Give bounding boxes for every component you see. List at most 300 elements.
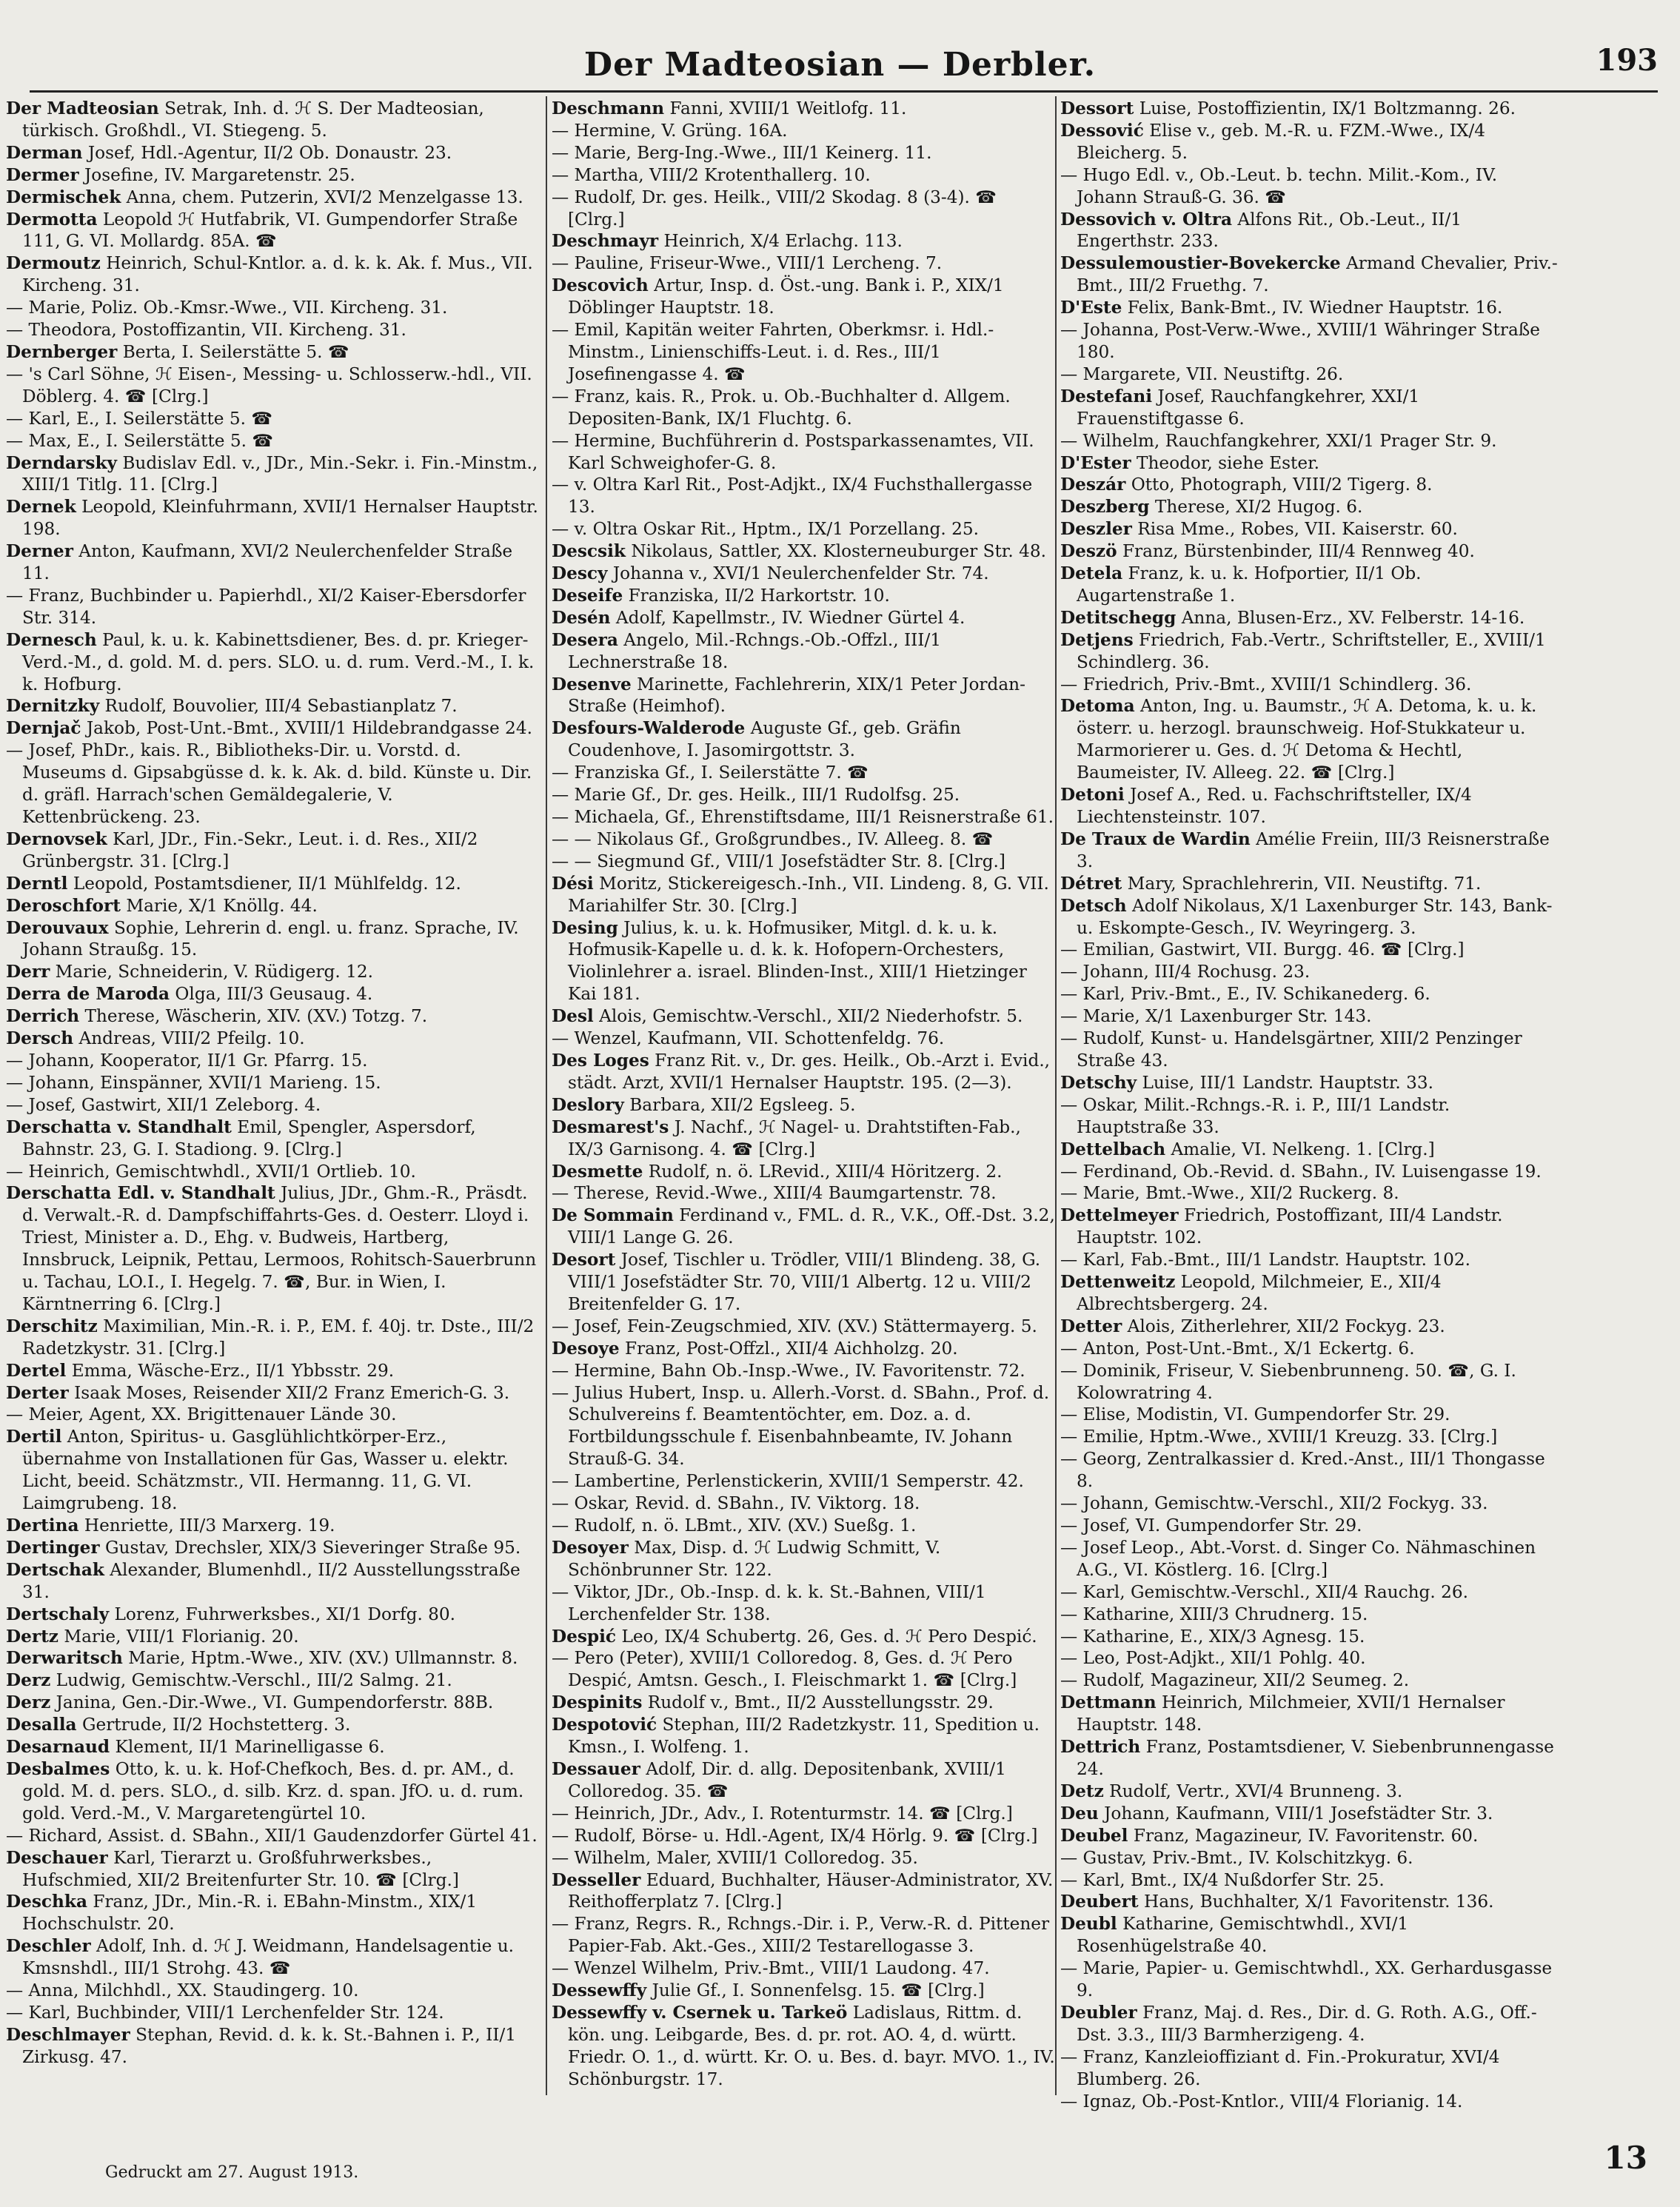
directory-entry <box>6 917 539 962</box>
entry-surname: Derschatta v. Standhalt <box>6 1116 232 1137</box>
entry-surname: Dermischek <box>6 187 121 207</box>
entry-details: Katharine, Gemischtwhdl., XVI/1 Rosenhügelstraße 40. <box>1077 1914 1409 1957</box>
entry-details: — Heinrich, JDr., Adv., I. Rotenturmstr. 14. ☎ [Clrg.] <box>552 1803 1013 1823</box>
directory-entry <box>552 1182 1057 1205</box>
directory-entry <box>552 806 1057 828</box>
entry-details: Josef, Tischler u. Trödler, VIII/1 Blindeng. 38, G. VIII/1 Josefstädter Str. 70, VIII/1 Albertg. 12 u. VIII/2 Breitenfelder G. 17. <box>568 1250 1041 1314</box>
entry-details: Adolf, Inh. d. ℋ J. Weidmann, Handelsagentie u. Kmsnshdl., III/1 Strohg. 43. ☎ <box>22 1936 515 1979</box>
entry-surname: Derwaritsch <box>6 1648 123 1669</box>
entry-details: Therese, Wäscherin, XIV. (XV.) Totzg. 7. <box>84 1006 428 1027</box>
entry-details: Isaak Moses, Reisender XII/2 Franz Emerich-G. 3. <box>74 1382 510 1403</box>
entry-surname: Desmarest's <box>552 1116 669 1137</box>
directory-entry <box>1060 1515 1562 1537</box>
entry-surname: Deubert <box>1060 1892 1139 1912</box>
directory-entry <box>1060 386 1562 430</box>
entry-surname: Dernek <box>6 497 76 518</box>
directory-entry <box>1060 120 1562 164</box>
entry-details: Budislav Edl. v., JDr., Min.-Sekr. i. Fin.-Minstm., XIII/1 Titlg. 11. [Clrg.] <box>22 452 538 495</box>
directory-entry <box>552 1249 1057 1316</box>
entry-surname: Dettenweitz <box>1060 1272 1176 1293</box>
directory-entry <box>1060 1781 1562 1803</box>
entry-surname: Deszler <box>1060 519 1132 540</box>
directory-entry <box>6 629 539 696</box>
entry-details: — Johanna, Post-Verw.-Wwe., XVIII/1 Währinger Straße 180. <box>1060 320 1540 362</box>
entry-details: Julie Gf., I. Sonnenfelsg. 15. ☎ [Clrg.] <box>652 1980 985 2001</box>
entry-details: Jakob, Post-Unt.-Bmt., XVIII/1 Hildebrandgasse 24. <box>86 718 532 739</box>
directory-entry <box>552 1205 1057 1249</box>
entry-details: Risa Mme., Robes, VII. Kaiserstr. 60. <box>1137 519 1458 540</box>
directory-entry <box>6 452 539 497</box>
directory-entry <box>552 1050 1057 1094</box>
directory-entry <box>6 1825 539 1847</box>
entry-surname: Deschmayr <box>552 231 659 252</box>
entry-surname: Dernitzky <box>6 696 100 717</box>
entry-details: — Franziska Gf., I. Seilerstätte 7. ☎ <box>552 763 869 783</box>
entry-details: Leo, IX/4 Schubertg. 26, Ges. d. ℋ Pero Despić. <box>621 1626 1037 1647</box>
entry-details: — Marie, Berg-Ing.-Wwe., III/1 Keinerg. 11. <box>552 142 932 163</box>
entry-surname: Detsch <box>1060 895 1127 916</box>
directory-entry <box>6 1005 539 1028</box>
directory-entry <box>6 540 539 585</box>
entry-surname: Derntl <box>6 873 68 894</box>
entry-details: Friedrich, Fab.-Vertr., Schriftsteller, E., XVIII/1 Schindlerg. 36. <box>1077 629 1546 672</box>
entry-surname: Desing <box>552 917 618 938</box>
directory-entry <box>6 1559 539 1604</box>
directory-entry <box>6 1736 539 1758</box>
directory-entry <box>552 164 1057 187</box>
directory-entry <box>552 1094 1057 1116</box>
directory-entry <box>1060 1182 1562 1205</box>
entry-surname: Dettmann <box>1060 1692 1157 1713</box>
entry-details: — Karl, Buchbinder, VIII/1 Lerchenfelder Str. 124. <box>6 2002 444 2023</box>
directory-entry <box>552 1116 1057 1161</box>
entry-details: — Oskar, Milit.-Rchngs.-R. i. P., III/1 Landstr. Hauptstraße 33. <box>1060 1094 1450 1137</box>
entry-details: Nikolaus, Sattler, XX. Klosterneuburger Str. 48. <box>631 541 1046 562</box>
entry-details: Franz, Post-Offzl., XII/4 Aichholzg. 20. <box>624 1338 958 1359</box>
entry-surname: Despić <box>552 1626 617 1647</box>
entry-surname: Derschatta Edl. v. Standhalt <box>6 1183 275 1204</box>
entry-surname: Derrich <box>6 1006 80 1027</box>
directory-entry <box>1060 1537 1562 1581</box>
directory-entry <box>1060 873 1562 895</box>
entry-surname: Desoyer <box>552 1537 629 1558</box>
entry-details: J. Nachf., ℋ Nagel- u. Drahtstiften-Fab., IX/3 Garnisong. 4. ☎ [Clrg.] <box>568 1116 1021 1159</box>
directory-entry <box>552 142 1057 164</box>
directory-entry <box>552 1493 1057 1515</box>
directory-entry <box>1060 563 1562 607</box>
directory-entry <box>1060 895 1562 940</box>
directory-entry <box>1060 452 1562 475</box>
directory-entry <box>1060 164 1562 209</box>
directory-entry <box>6 695 539 717</box>
directory-entry <box>552 784 1057 806</box>
directory-entry <box>1060 1736 1562 1781</box>
entry-details: — Wenzel Wilhelm, Priv.-Bmt., VIII/1 Laudong. 47. <box>552 1958 990 1979</box>
entry-surname: D'Ester <box>1060 452 1131 473</box>
directory-entry <box>1060 939 1562 961</box>
entry-details: Armand Chevalier, Priv.-Bmt., III/2 Fruethg. 7. <box>1077 253 1558 296</box>
entry-surname: Dernjač <box>6 718 81 739</box>
entry-details: Alexander, Blumenhdl., II/2 Ausstellungsstraße 31. <box>22 1559 521 1602</box>
directory-entry <box>6 2002 539 2024</box>
directory-entry <box>6 1604 539 1626</box>
directory-entry <box>1060 1360 1562 1404</box>
directory-entry <box>6 1935 539 1980</box>
directory-entry <box>1060 1448 1562 1493</box>
directory-entry <box>552 1161 1057 1183</box>
directory-entry <box>552 120 1057 142</box>
entry-details: — Marie, Papier- u. Gemischtwhdl., XX. Gerhardusgasse 9. <box>1060 1958 1553 2001</box>
directory-entry <box>552 2002 1057 2091</box>
directory-entry <box>1060 784 1562 828</box>
directory-entry <box>552 917 1057 1006</box>
entry-details: — Hermine, Bahn Ob.-Insp.-Wwe., IV. Favoritenstr. 72. <box>552 1360 1025 1381</box>
entry-surname: Desarnaud <box>6 1737 110 1758</box>
entry-surname: Detz <box>1060 1781 1104 1801</box>
entry-surname: Destefani <box>1060 386 1153 406</box>
entry-details: — Hermine, Buchführerin d. Postsparkassenamtes, VII. Karl Schweighofer-G. 8. <box>552 430 1034 473</box>
directory-entry <box>6 1050 539 1072</box>
entry-surname: Detschy <box>1060 1072 1137 1093</box>
sheet-number: 13 <box>1604 2140 1647 2176</box>
entry-details: Berta, I. Seilerstätte 5. ☎ <box>122 341 349 362</box>
directory-entry <box>1060 1692 1562 1736</box>
directory-entry <box>552 98 1057 120</box>
entry-details: — Oskar, Revid. d. SBahn., IV. Viktorg. 18. <box>552 1493 920 1514</box>
entry-details: Max, Disp. d. ℋ Ludwig Schmitt, V. Schönbrunner Str. 122. <box>568 1537 941 1580</box>
entry-details: — Emilian, Gastwirt, VII. Burgg. 46. ☎ [Clrg.] <box>1060 940 1465 960</box>
entry-details: Auguste Gf., geb. Gräfin Coudenhove, I. Jasomirgottstr. 3. <box>568 718 961 761</box>
directory-entry <box>552 717 1057 762</box>
entry-details: — Franz, Regrs. R., Rchngs.-Dir. i. P., Verw.-R. d. Pittener Papier-Fab. Akt.-Ges., XIII/2 Testarellogasse 3. <box>552 1914 1050 1957</box>
entry-details: — Gustav, Priv.-Bmt., IV. Kolschitzkyg. 6. <box>1060 1847 1413 1868</box>
entry-surname: Desén <box>552 607 611 628</box>
directory-entry <box>1060 297 1562 319</box>
entry-details: — Meier, Agent, XX. Brigittenauer Lände 30. <box>6 1404 397 1425</box>
directory-entry <box>1060 540 1562 563</box>
directory-entry <box>6 430 539 452</box>
directory-entry <box>552 187 1057 231</box>
entry-details: — Rudolf, Kunst- u. Handelsgärtner, XIII/2 Penzinger Straße 43. <box>1060 1028 1522 1071</box>
directory-entry <box>552 1537 1057 1581</box>
entry-details: — Johann, Kooperator, II/1 Gr. Pfarrg. 15. <box>6 1050 368 1071</box>
directory-entry <box>552 1005 1057 1028</box>
entry-surname: De Traux de Wardin <box>1060 828 1251 849</box>
directory-entry <box>6 164 539 187</box>
directory-entry <box>1060 983 1562 1005</box>
directory-entry <box>552 563 1057 585</box>
directory-entry <box>552 1692 1057 1714</box>
directory-entry <box>6 1161 539 1183</box>
entry-details: Emma, Wäsche-Erz., II/1 Ybbsstr. 29. <box>71 1360 395 1381</box>
entry-surname: Deubl <box>1060 1914 1117 1935</box>
directory-entry <box>6 1758 539 1825</box>
entry-surname: Des Loges <box>552 1050 649 1071</box>
entry-surname: Dessulemoustier-Bovekercke <box>1060 253 1341 274</box>
entry-surname: Dettrich <box>1060 1737 1141 1758</box>
entry-details: — Elise, Modistin, VI. Gumpendorfer Str. 29. <box>1060 1404 1450 1425</box>
directory-entry <box>1060 1803 1562 1825</box>
entry-details: — Franz, kais. R., Prok. u. Ob.-Buchhalter d. Allgem. Depositen-Bank, IX/1 Fluchtg. 6. <box>552 386 1011 429</box>
entry-surname: Derr <box>6 962 50 982</box>
entry-details: Heinrich, Milchmeier, XVII/1 Hernalser Hauptstr. 148. <box>1077 1692 1505 1735</box>
entry-details: — Johann, III/4 Rochusg. 23. <box>1060 962 1311 982</box>
entry-details: — Josef, Fein-Zeugschmied, XIV. (XV.) Stättermayerg. 5. <box>552 1316 1037 1336</box>
entry-surname: De Sommain <box>552 1205 674 1226</box>
entry-details: Alois, Zitherlehrer, XII/2 Fockyg. 23. <box>1127 1316 1445 1336</box>
entry-details: Franz, Bürstenbinder, III/4 Rennweg 40. <box>1122 541 1475 562</box>
entry-details: Rudolf, Bouvolier, III/4 Sebastianplatz 7. <box>104 696 458 717</box>
column-2 <box>552 98 1057 2097</box>
directory-entry <box>6 252 539 297</box>
entry-details: — Margarete, VII. Neustiftg. 26. <box>1060 364 1344 384</box>
entry-details: Lorenz, Fuhrwerksbes., XI/1 Dorfg. 80. <box>114 1604 456 1624</box>
entry-details: Leopold ℋ Hutfabrik, VI. Gumpendorfer Straße 111, G. VI. Mollardg. 85A. ☎ <box>22 209 518 252</box>
directory-entry <box>6 1891 539 1935</box>
entry-surname: Desoye <box>552 1338 620 1359</box>
directory-entry <box>1060 1891 1562 1913</box>
entry-details: Stephan, Revid. d. k. k. St.-Bahnen i. P., II/1 Zirkusg. 47. <box>22 2024 516 2067</box>
entry-surname: Derman <box>6 142 83 163</box>
directory-entry <box>1060 319 1562 364</box>
entry-surname: Derz <box>6 1670 51 1691</box>
column-1 <box>6 98 539 2097</box>
entry-surname: Dertz <box>6 1626 58 1647</box>
directory-entry <box>1060 1913 1562 1958</box>
directory-entry <box>6 1980 539 2002</box>
directory-entry <box>1060 1249 1562 1271</box>
entry-surname: Derndarsky <box>6 452 117 473</box>
entry-surname: Dertschaly <box>6 1604 110 1624</box>
directory-entry <box>552 1581 1057 1626</box>
entry-details: Josef, Rauchfangkehrer, XXI/1 Frauenstiftgasse 6. <box>1077 386 1420 429</box>
directory-entry <box>1060 1581 1562 1604</box>
directory-entry <box>6 983 539 1005</box>
directory-entry <box>6 828 539 873</box>
entry-details: — Marie, X/1 Laxenburger Str. 143. <box>1060 1006 1372 1027</box>
entry-details: — Max, E., I. Seilerstätte 5. ☎ <box>6 430 274 451</box>
entry-details: Stephan, III/2 Radetzkystr. 11, Spedition u. Kmsn., I. Wolfeng. 1. <box>568 1715 1040 1758</box>
entry-details: Josef A., Red. u. Fachschriftsteller, IX/4 Liechtensteinstr. 107. <box>1077 785 1472 827</box>
entry-details: — Karl, Fab.-Bmt., III/1 Landstr. Hauptstr. 102. <box>1060 1250 1470 1270</box>
directory-entry <box>552 1028 1057 1050</box>
directory-entry <box>1060 1958 1562 2002</box>
directory-entry <box>552 319 1057 386</box>
directory-entry <box>6 740 539 828</box>
directory-entry <box>552 1382 1057 1471</box>
directory-entry <box>1060 1647 1562 1670</box>
directory-entry <box>6 1714 539 1736</box>
entry-surname: Der Madteosian <box>6 98 159 118</box>
entry-surname: Despinits <box>552 1692 643 1713</box>
entry-details: — Karl, E., I. Seilerstätte 5. ☎ <box>6 408 273 429</box>
directory-entry <box>6 1515 539 1537</box>
entry-surname: Derz <box>6 1692 51 1713</box>
directory-entry <box>552 474 1057 518</box>
entry-details: Ladislaus, Rittm. d. kön. ung. Leibgarde, Bes. d. pr. rot. AO. 4, d. württ. Friedr. O. 1., d. württ. Kr. O. u. Bes. d. bayr. MVO. 1., IV. Schönburgstr. 17. <box>568 2002 1055 2089</box>
entry-surname: Dertina <box>6 1516 79 1535</box>
entry-details: Leopold, Milchmeier, E., XII/4 Albrechtsbergerg. 24. <box>1077 1272 1442 1314</box>
entry-details: — Wilhelm, Rauchfangkehrer, XXI/1 Prager Str. 9. <box>1060 430 1497 451</box>
entry-surname: Dessauer <box>552 1758 640 1779</box>
entry-details: Amélie Freiin, III/3 Reisnerstraße 3. <box>1077 828 1550 871</box>
entry-details: — Emilie, Hptm.-Wwe., XVIII/1 Kreuzg. 33. [Clrg.] <box>1060 1427 1498 1447</box>
directory-entry <box>1060 607 1562 629</box>
directory-entry <box>1060 98 1562 120</box>
directory-entry <box>6 1537 539 1559</box>
entry-details: — Theodora, Postoffizantin, VII. Kircheng. 31. <box>6 320 406 341</box>
entry-details: — Anna, Milchhdl., XX. Staudingerg. 10. <box>6 1980 359 2001</box>
directory-entry <box>1060 474 1562 496</box>
entry-surname: Dési <box>552 873 594 894</box>
entry-surname: Desort <box>552 1250 616 1270</box>
directory-entry <box>1060 209 1562 253</box>
entry-details: Adolf Nikolaus, X/1 Laxenburger Str. 143, Bank- u. Eskompte-Gesch., IV. Weyringerg. 3. <box>1077 895 1553 938</box>
entry-details: Therese, XI/2 Hugog. 6. <box>1154 497 1363 518</box>
entry-details: — Ferdinand, Ob.-Revid. d. SBahn., IV. Luisengasse 19. <box>1060 1161 1542 1182</box>
entry-details: — Michaela, Gf., Ehrenstiftsdame, III/1 Reisnerstraße 61. <box>552 807 1054 827</box>
page-number: 193 <box>1596 43 1658 78</box>
directory-entry <box>1060 1626 1562 1648</box>
entry-details: — Leo, Post-Adjkt., XII/1 Pohlg. 40. <box>1060 1648 1366 1669</box>
entry-details: Marie, Hptm.-Wwe., XIV. (XV.) Ullmannstr. 8. <box>128 1648 518 1669</box>
entry-details: Josefine, IV. Margaretenstr. 25. <box>84 164 355 185</box>
entry-details: Adolf, Kapellmstr., IV. Wiedner Gürtel 4. <box>615 607 966 628</box>
directory-entry <box>552 607 1057 629</box>
print-date: Gedruckt am 27. August 1913. <box>105 2163 359 2182</box>
entry-surname: Desalla <box>6 1715 77 1735</box>
directory-entry <box>552 1360 1057 1382</box>
directory-entry <box>552 1470 1057 1493</box>
entry-details: Theodor, siehe Ester. <box>1137 452 1319 473</box>
entry-surname: Desfours-Walderode <box>552 718 746 739</box>
entry-details: Felix, Bank-Bmt., IV. Wiedner Hauptstr. 16. <box>1127 298 1503 318</box>
entry-details: — Josef, PhDr., kais. R., Bibliotheks-Dir. u. Vorstd. d. Museums d. Gipsabgüsse d. k. k. Ak. d. bild. Künste u. Dir. d. gräfl. Harrach'schen Gemäldegalerie, V. Kettenbrückeng. 23. <box>6 740 532 827</box>
entry-details: Anton, Spiritus- u. Gasglühlichtkörper-Erz., übernahme von Installationen für Gas, Wasser u. elektr. Licht, beeid. Schätzmstr., VII. Hermanng. 11, G. VI. Laimgrubeng. 18. <box>22 1427 509 1514</box>
entry-details: Angelo, Mil.-Rchngs.-Ob.-Offzl., III/1 Lechnerstraße 18. <box>568 629 942 672</box>
entry-details: Leopold, Kleinfuhrmann, XVII/1 Hernalser Hauptstr. 198. <box>22 497 538 540</box>
entry-details: Franz, k. u. k. Hofportier, II/1 Ob. Augartenstraße 1. <box>1077 563 1422 606</box>
directory-entry <box>1060 252 1562 297</box>
entry-details: — Therese, Revid.-Wwe., XIII/4 Baumgartenstr. 78. <box>552 1183 997 1204</box>
directory-entry <box>1060 430 1562 452</box>
directory-entry <box>6 1692 539 1714</box>
directory-entry <box>552 230 1057 252</box>
entry-details: — Katharine, E., XIX/3 Agnesg. 15. <box>1060 1626 1365 1647</box>
directory-entry <box>6 1382 539 1404</box>
entry-details: Marie, Schneiderin, V. Rüdigerg. 12. <box>55 962 374 982</box>
entry-details: — Karl, Gemischtw.-Verschl., XII/4 Rauchg. 26. <box>1060 1581 1469 1602</box>
directory-entry <box>6 873 539 895</box>
entry-details: Johann, Kaufmann, VIII/1 Josefstädter Str. 3. <box>1104 1803 1493 1823</box>
header-rule <box>30 90 1658 93</box>
directory-entry <box>1060 1005 1562 1028</box>
directory-entry <box>6 209 539 253</box>
entry-details: — — Siegmund Gf., VIII/1 Josefstädter Str. 8. [Clrg.] <box>552 851 1005 871</box>
directory-entry <box>6 1072 539 1094</box>
directory-entry <box>6 1847 539 1892</box>
entry-details: — Karl, Bmt., IX/4 Nußdorfer Str. 25. <box>1060 1869 1385 1890</box>
entry-surname: Dertel <box>6 1360 67 1381</box>
entry-details: Karl, JDr., Fin.-Sekr., Leut. i. d. Res., XII/2 Grünbergstr. 31. [Clrg.] <box>22 828 478 871</box>
entry-surname: Desl <box>552 1006 594 1027</box>
entry-details: Eduard, Buchhalter, Häuser-Administrator, XV. Reithofferplatz 7. [Clrg.] <box>568 1869 1054 1912</box>
directory-entry <box>1060 1825 1562 1847</box>
directory-entry <box>552 828 1057 851</box>
entry-surname: Dessewffy v. Csernek u. Tarkeö <box>552 2002 848 2023</box>
entry-surname: Descy <box>552 563 608 584</box>
entry-details: — 's Carl Söhne, ℋ Eisen-, Messing- u. Schlosserw.-hdl., VII. Döblerg. 4. ☎ [Clrg.] <box>6 364 532 406</box>
directory-entry <box>552 1626 1057 1648</box>
entry-surname: Deszár <box>1060 475 1126 495</box>
entry-surname: Derschitz <box>6 1316 98 1336</box>
entry-details: Alfons Rit., Ob.-Leut., II/1 Engerthstr. 233. <box>1077 209 1462 252</box>
entry-surname: Desseller <box>552 1869 641 1890</box>
entry-surname: Derter <box>6 1382 69 1403</box>
column-3 <box>1060 98 1562 2111</box>
directory-entry <box>1060 1161 1562 1183</box>
entry-surname: Detjens <box>1060 629 1134 650</box>
directory-entry <box>552 762 1057 784</box>
entry-details: Otto, k. u. k. Hof-Chefkoch, Bes. d. pr. AM., d. gold. M. d. pers. SLO., d. silb. Krz. d. span. JfO. u. d. rum. gold. Verd.-M., V. Margaretengürtel 10. <box>22 1758 524 1823</box>
entry-details: Franziska, II/2 Harkortstr. 10. <box>628 585 890 606</box>
entry-details: — Ignaz, Ob.-Post-Kntlor., VIII/4 Florianig. 14. <box>1060 2091 1463 2111</box>
entry-surname: Dettelbach <box>1060 1139 1166 1159</box>
directory-entry <box>552 540 1057 563</box>
entry-surname: D'Este <box>1060 298 1122 318</box>
entry-surname: Dessewffy <box>552 1980 647 2001</box>
entry-surname: Deschler <box>6 1936 91 1957</box>
directory-entry <box>552 1825 1057 1847</box>
entry-details: — Rudolf, Magazineur, XII/2 Seumeg. 2. <box>1060 1670 1410 1691</box>
directory-entry <box>552 252 1057 275</box>
entry-surname: Deschmann <box>552 98 665 118</box>
entry-details: Anna, chem. Putzerin, XVI/2 Menzelgasse 13. <box>126 187 523 207</box>
entry-details: — Wilhelm, Maler, XVIII/1 Colloredog. 35. <box>552 1847 918 1868</box>
directory-entry <box>1060 1072 1562 1094</box>
entry-surname: Descovich <box>552 275 649 296</box>
directory-entry <box>6 585 539 629</box>
entry-details: Anton, Ing. u. Baumstr., ℋ A. Detoma, k. u. k. österr. u. herzogl. braunschweig. Hof-Stukkateur u. Marmorierer u. Ges. d. ℋ Detoma & Hechtl, Baumeister, IV. Alleeg. 22. ☎ [Clrg.] <box>1077 696 1537 783</box>
entry-details: Franz Rit. v., Dr. ges. Heilk., Ob.-Arzt i. Evid., städt. Arzt, XVII/1 Hernalser Hauptstr. 195. (2—3). <box>568 1050 1051 1093</box>
entry-details: — Georg, Zentralkassier d. Kred.-Anst., III/1 Thongasse 8. <box>1060 1449 1545 1492</box>
directory-entry <box>1060 1271 1562 1316</box>
directory-entry <box>552 1913 1057 1958</box>
entry-surname: Deslory <box>552 1094 624 1115</box>
directory-entry <box>1060 496 1562 518</box>
entry-details: Friedrich, Postoffizant, III/4 Landstr. Hauptstr. 102. <box>1077 1205 1503 1248</box>
directory-entry <box>552 1869 1057 1914</box>
entry-details: — Lambertine, Perlenstickerin, XVIII/1 Semperstr. 42. <box>552 1471 1024 1492</box>
directory-entry <box>1060 1338 1562 1360</box>
directory-entry <box>552 1316 1057 1338</box>
directory-entry <box>552 386 1057 430</box>
entry-details: — Hugo Edl. v., Ob.-Leut. b. techn. Milit.-Kom., IV. Johann Strauß-G. 36. ☎ <box>1060 164 1498 207</box>
entry-details: — Wenzel, Kaufmann, VII. Schottenfeldg. 76. <box>552 1028 945 1049</box>
entry-surname: Desbalmes <box>6 1758 110 1779</box>
entry-surname: Desera <box>552 629 618 650</box>
entry-surname: Despotović <box>552 1715 657 1735</box>
entry-details: Emil, Spengler, Aspersdorf, Bahnstr. 23, G. I. Stadiong. 9. [Clrg.] <box>22 1116 476 1159</box>
directory-entry <box>1060 1604 1562 1626</box>
directory-entry <box>6 1670 539 1692</box>
entry-details: — Viktor, JDr., Ob.-Insp. d. k. k. St.-Bahnen, VIII/1 Lerchenfelder Str. 138. <box>552 1581 986 1624</box>
entry-surname: Descsik <box>552 541 626 562</box>
entry-details: Luise, III/1 Landstr. Hauptstr. 33. <box>1142 1072 1433 1093</box>
directory-entry <box>1060 2046 1562 2091</box>
directory-entry <box>552 518 1057 540</box>
directory-entry <box>552 873 1057 917</box>
